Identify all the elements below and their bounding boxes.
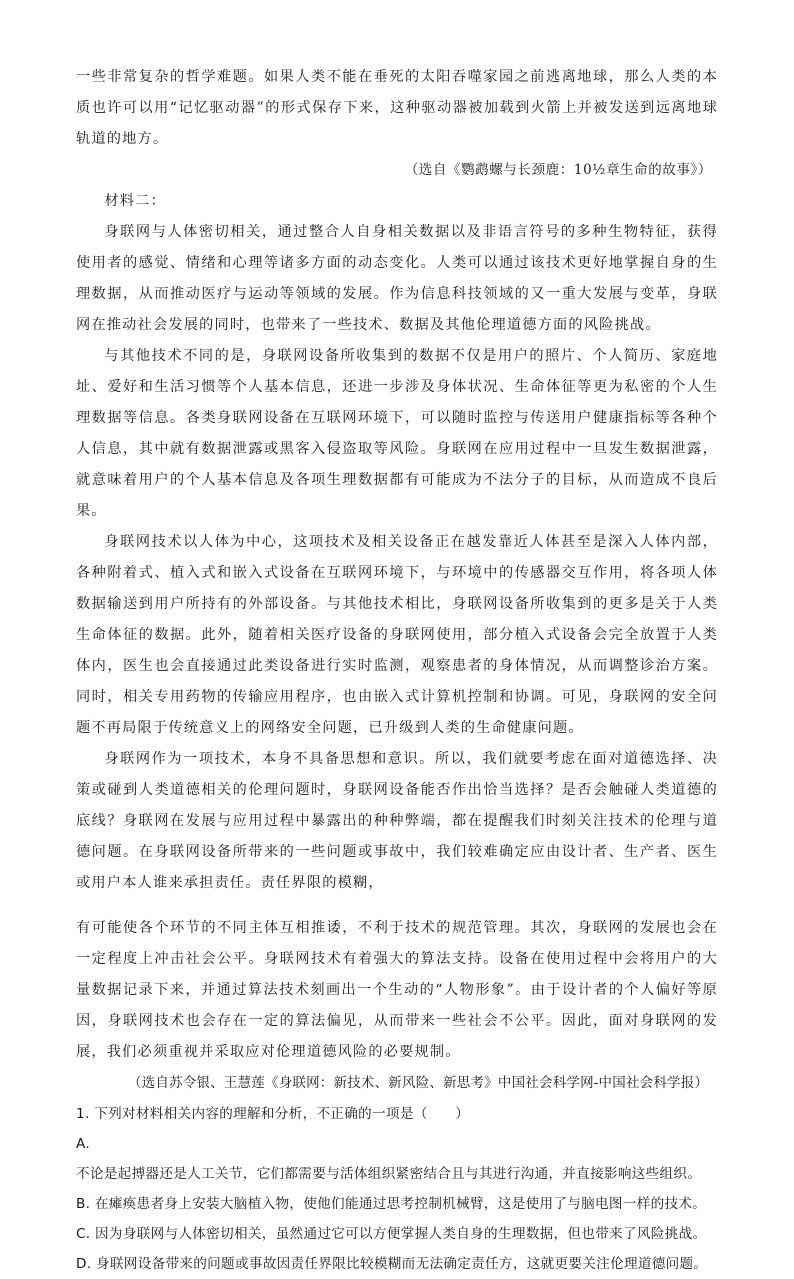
material2-paragraph-3: 身联网技术以人体为中心，这项技术及相关设备正在越发靠近人体甚至是深入人体内部，各种附着式、植入式和嵌入式设备在互联网环境下，与环境中的传感器交互作用，将各项人体数据输送到用户所持有的外部设备。与其他技术相比，身联网设备所收集到的更多是关于人类生命体征的数据。此外，随着相关医疗设备的身联网使用，部分植入式设备会完全放置于人类体内，医生也会直接通过此类设备进行实时监测，观察患者的身体情况，从而调整诊治方案。同时，相关专用药物的传输应用程序，也由嵌入式计算机控制和协调。可见，身联网的安全问题不再局限于传统意义上的网络安全问题，已升级到人类的生命健康问题。 [76,534,718,736]
material2-paragraph-4-continued: 有可能使各个环节的不同主体互相推诿，不利于技术的规范管理。其次，身联网的发展也会在一定程度上冲击社会公平。身联网技术有着强大的算法支持。设备在使用过程中会将用户的大量数据记录下来，并通过算法技术刻画出一个生动的“人物形象”。由于设计者的个人偏好等原因，身联网技术也会存在一定的算法偏见，从而带来一些社会不公平。因此，面对身联网的发展，我们必须重视并采取应对伦理道德风险的必要规制。 [76,920,718,1060]
material2-paragraph-1: 身联网与人体密切相关，通过整合人自身相关数据以及非语言符号的多种生物特征，获得使用者的感觉、情绪和心理等诸多方面的动态变化。人类可以通过该技术更好地掌握自身的生理数据，从而推动医疗与运动等领域的发展。作为信息科技领域的又一重大发展与变革，身联网在推动社会发展的同时，也带来了一些技术、数据及其他伦理道德方面的风险挑战。 [76,224,718,333]
option-b: B. 在瘫痪患者身上安装大脑植入物，使他们能通过思考控制机械臂，这是使用了与脑电图一样的技术。 [76,1196,707,1212]
option-a-letter: A. [76,1136,90,1152]
option-d: D. 身联网设备带来的问题或事故因责任界限比较模糊而无法确定责任方，这就更要关注伦理道德问题。 [76,1256,708,1272]
page-break-gap [76,899,718,913]
material2-source: （选自苏令银、王慧莲《身联网：新技术、新风险、新思考》中国社会科学网-中国社会科学报） [128,1075,709,1091]
question-stem: 1. 下列对材料相关内容的理解和分析，不正确的一项是（ ） [76,1106,470,1122]
material1-tail: 一些非常复杂的哲学难题。如果人类不能在垂死的太阳吞噬家园之前逃离地球，那么人类的本质也许可以用“记忆驱动器”的形式保存下来，这种驱动器被加载到火箭上并被发送到远离地球轨道的地方。 [76,69,718,147]
material2-paragraph-2: 与其他技术不同的是，身联网设备所收集到的数据不仅是用户的照片、个人简历、家庭地址、爱好和生活习惯等个人基本信息，还进一步涉及身体状况、生命体征等更为私密的个人生理数据等信息。各类身联网设备在互联网环境下，可以随时监控与传送用户健康指标等各种个人信息，其中就有数据泄露或黑客入侵盗取等风险。身联网在应用过程中一旦发生数据泄露，就意味着用户的个人基本信息及各项生理数据都有可能成为不法分子的目标，从而造成不良后果。 [76,348,718,519]
option-a-text: 不论是起搏器还是人工关节，它们都需要与活体组织紧密结合且与其进行沟通，并直接影响这些组织。 [76,1166,702,1182]
material2-paragraph-4: 身联网作为一项技术，本身不具备思想和意识。所以，我们就要考虑在面对道德选择、决策或碰到人类道德相关的伦理问题时，身联网设备能否作出恰当选择？是否会触碰人类道德的底线？身联网在发展与应用过程中暴露出的种种弊端，都在提醒我们时刻关注技术的伦理与道德问题。在身联网设备所带来的一些问题或事故中，我们较难确定应由设计者、生产者、医生或用户本人谁来承担责任。责任界限的模糊， [76,751,718,891]
material2-label: 材料二： [104,193,166,209]
material1-source: （选自《鹦鹉螺与长颈鹿：10½章生命的故事》） [404,162,712,178]
option-c: C. 因为身联网与人体密切相关，虽然通过它可以方便掌握人类自身的生理数据，但也带来了风险挑战。 [76,1226,707,1242]
